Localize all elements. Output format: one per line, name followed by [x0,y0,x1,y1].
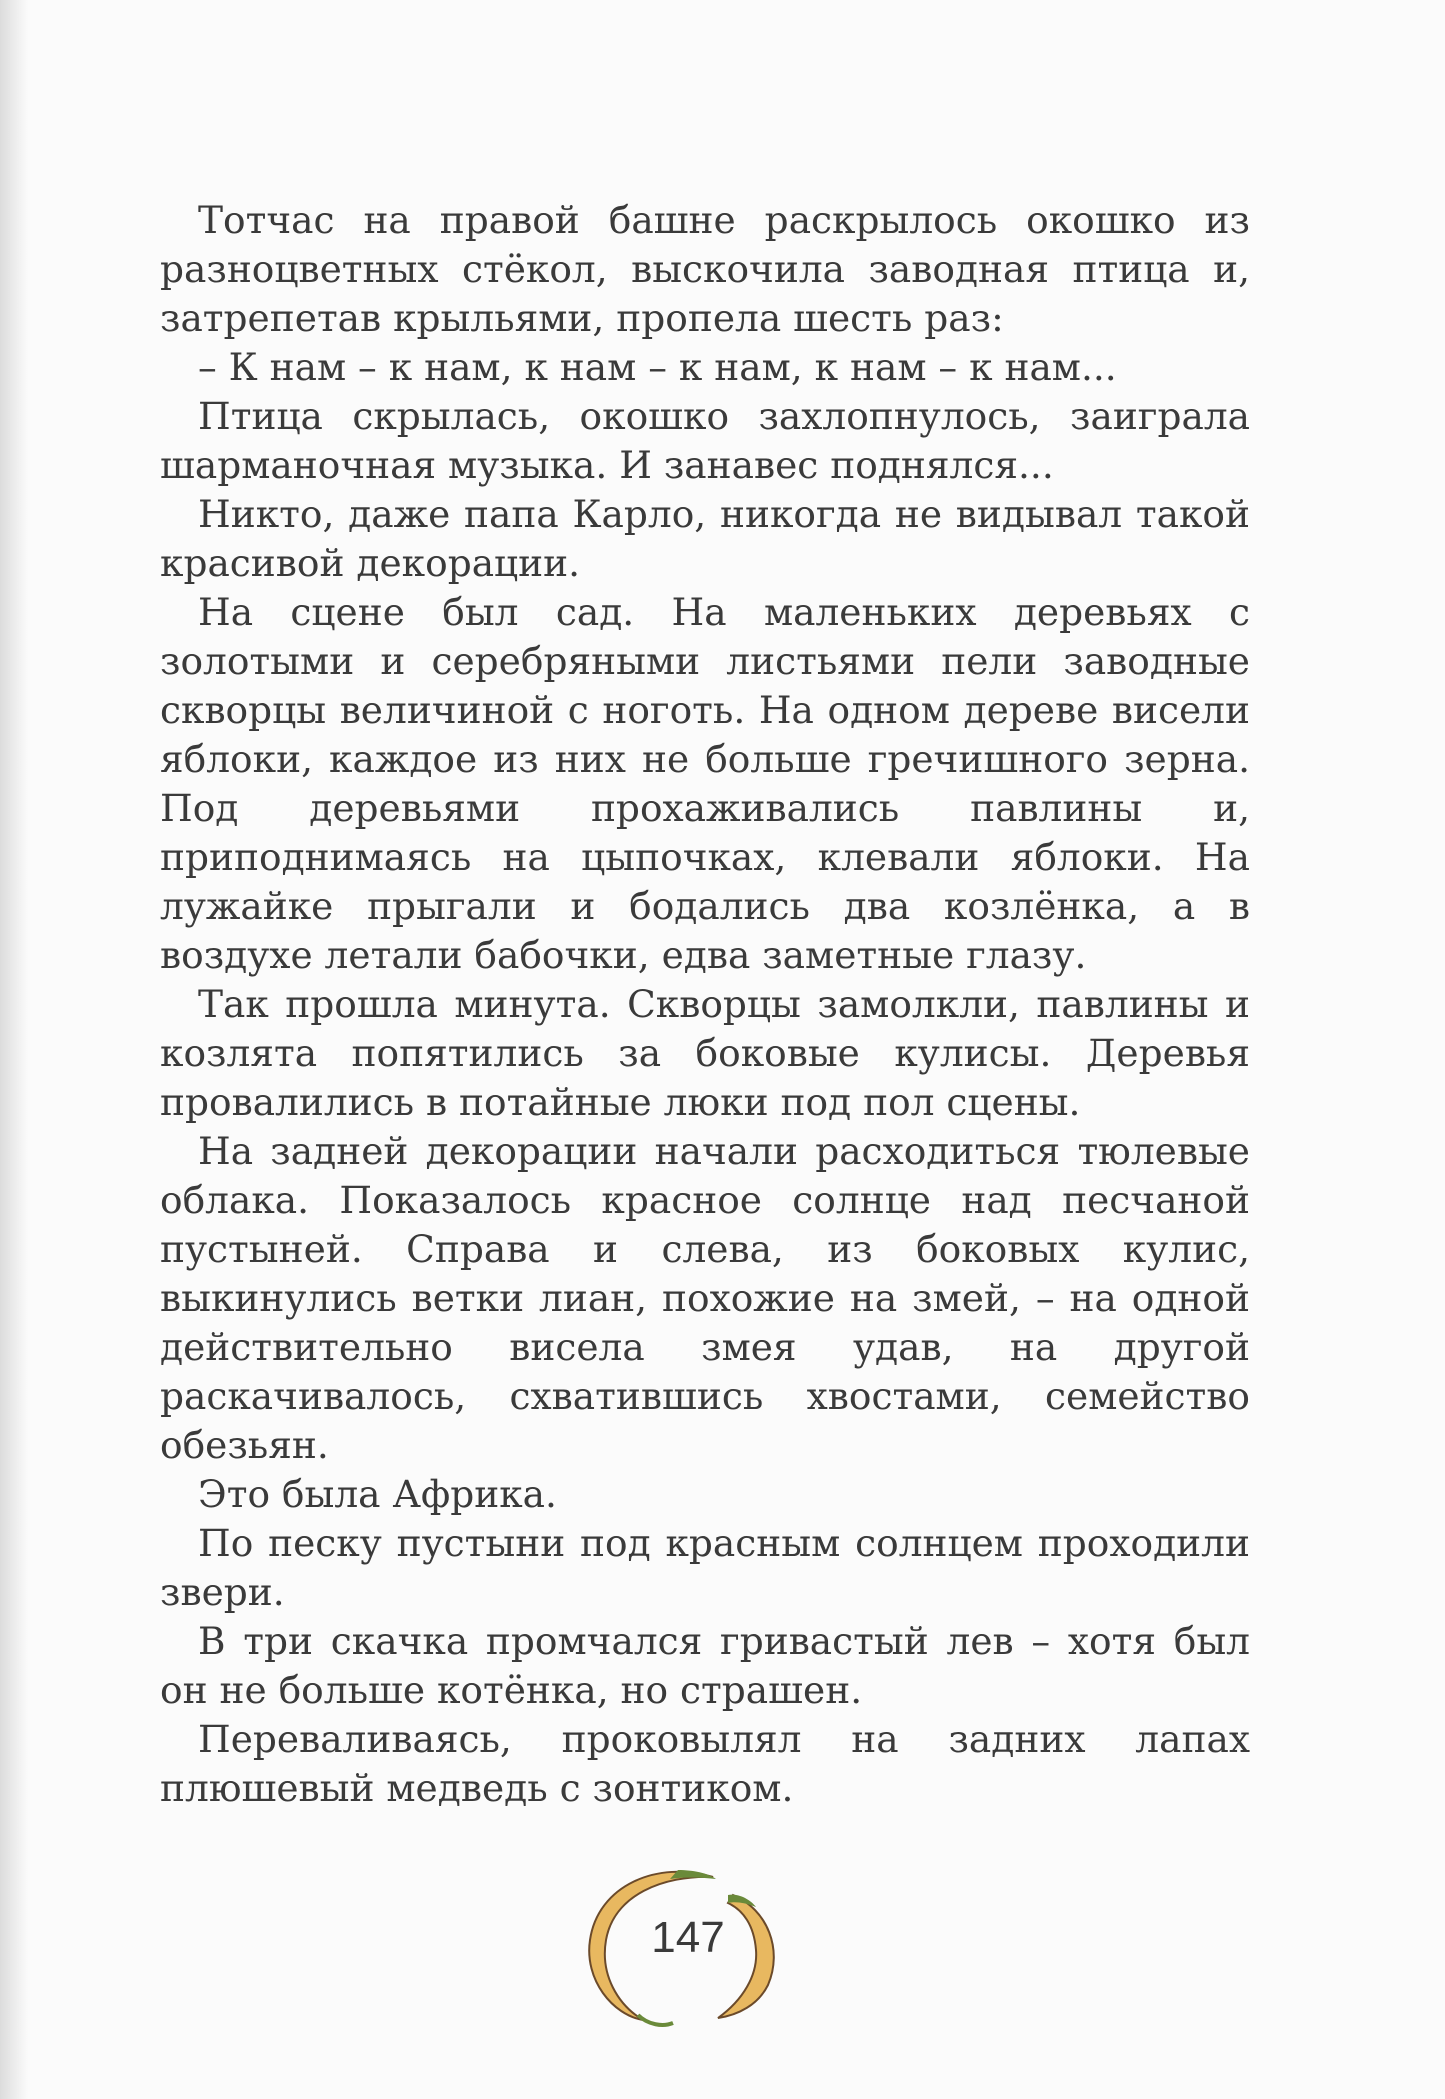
paragraph: Птица скрылась, окошко захлопнулось, заиграла шарманочная музыка. И занавес поднялся... [160,394,1250,487]
page-number-ornament [578,1855,798,2030]
paragraph: Так прошла минута. Скворцы замолкли, павлины и козлята попятились за боковые кулисы. Деревья провалились в потайные люки под пол сцены. [160,982,1250,1124]
paragraph: В три скачка промчался гривастый лев – хотя был он не больше котёнка, но страшен. [160,1619,1250,1712]
paragraph: – К нам – к нам, к нам – к нам, к нам – к нам... [198,345,1117,389]
paragraph: Переваливаясь, проковылял на задних лапах плюшевый медведь с зонтиком. [160,1717,1250,1810]
page-gutter-shadow [0,0,28,2099]
paragraph: По песку пустыни под красным солнцем проходили звери. [160,1521,1250,1614]
paragraph: Это была Африка. [198,1472,557,1516]
page-number: 147 [651,1913,725,1962]
body-text [160,196,1250,1813]
paragraph: Тотчас на правой башне раскрылось окошко из разноцветных стёкол, выскочила заводная птица и, затрепетав крыльями, пропела шесть раз: [160,198,1250,340]
paragraph: На сцене был сад. На маленьких деревьях с золотыми и серебряными листьями пели заводные скворцы величиной с ноготь. На одном дереве висели яблоки, каждое из них не больше гречишного зерна. Под деревьями прохаживались павлины и, приподнимаясь на цыпочках, клевали яблоки. На лужайке прыгали и бодались два козлёнка, а в воздухе летали бабочки, едва заметные глазу. [160,590,1250,977]
paragraph: Никто, даже папа Карло, никогда не видывал такой красивой декорации. [160,492,1250,585]
paragraph: На задней декорации начали расходиться тюлевые облака. Показалось красное солнце над песчаной пустыней. Справа и слева, из боковых кулис, выкинулись ветки лиан, похожие на змей, – на одной действительно висела змея удав, на другой раскачивалось, схватившись хвостами, семейство обезьян. [160,1129,1250,1467]
